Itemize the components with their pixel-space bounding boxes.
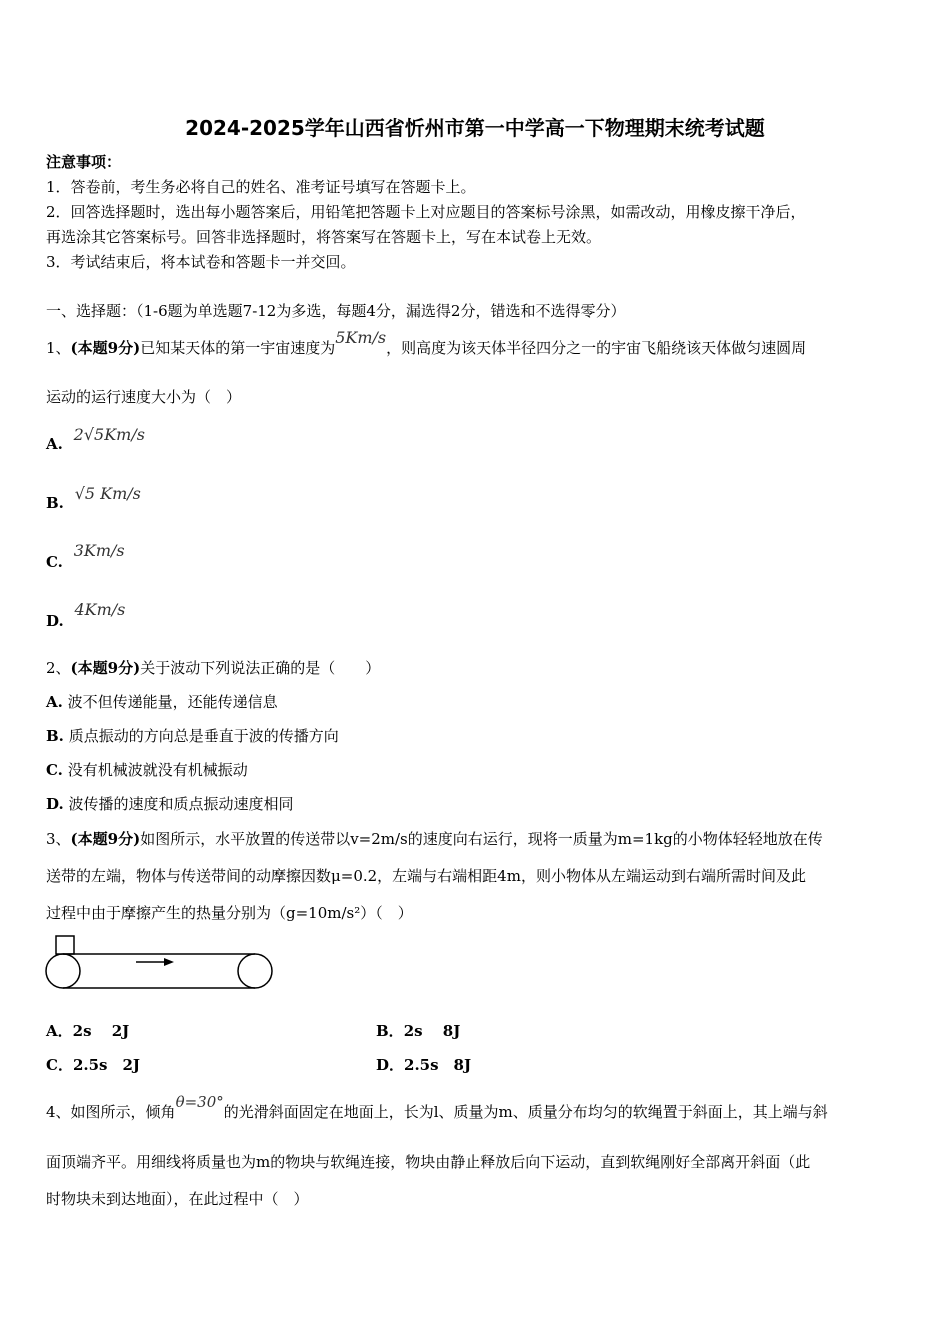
q1-option-c[interactable] [46,541,125,572]
notice-heading: 注意事项： [46,153,122,171]
conveyor-belt-figure [40,932,280,994]
q3-score: (本题9分) [70,830,141,848]
q3-option-d-label: D． [376,1056,405,1074]
q1-text-b: ，则高度为该天体半径四分之一的宇宙飞船绕该天体做匀速圆周 [386,339,807,357]
q1-option-c-formula: 3Km/s [73,541,125,560]
q3-line-2: 送带的左端，物体与传送带间的动摩擦因数μ=0.2，左端与右端相距4m，则小物体从左端运动到右端所需时间及此 [46,867,806,885]
q2-score: (本题9分) [70,659,141,677]
notice-item-2: 2．回答选择题时，选出每小题答案后，用铅笔把答题卡上对应题目的答案标号涂黑，如需改动，用橡皮擦干净后， [46,203,806,221]
q1-text-a: 已知某天体的第一宇宙速度为 [140,339,336,357]
section-heading: 一、选择题：（1-6题为单选题7-12为多选，每题4分，漏选得2分，错选和不选得零分） [46,302,626,320]
q4-line-3: 时物块未到达地面），在此过程中（ ） [46,1190,309,1208]
q3-option-b[interactable] [376,1021,460,1041]
q2-option-b-label: B. [46,727,64,745]
q2-text: 关于波动下列说法正确的是（ ） [140,659,381,677]
q4-angle-formula: θ=30° [175,1093,224,1111]
q1-option-d[interactable] [46,600,126,631]
q3-prefix: 3、 [46,830,71,848]
q1-score: (本题9分) [70,339,141,357]
q4-prefix: 4、 [46,1103,71,1121]
q3-line-1: 如图所示，水平放置的传送带以v=2m/s的速度向右运行，现将一质量为m=1kg的小物体轻轻地放在传 [140,830,823,848]
q2-option-b[interactable] [46,726,339,746]
q1-line-2: 运动的运行速度大小为（ ） [46,388,242,406]
q1-option-d-label: D. [46,612,64,630]
question-3 [46,829,823,849]
q2-prefix: 2、 [46,659,71,677]
question-2 [46,658,380,678]
q4-text-a: 如图所示，倾角 [70,1103,176,1121]
q1-option-b[interactable] [46,484,141,513]
q2-option-a-text: 波不但传递能量，还能传递信息 [67,693,278,711]
q4-text-b: 的光滑斜面固定在地面上，长为l、质量为m、质量分布均匀的软绳置于斜面上，其上端与斜 [223,1103,828,1121]
q1-prefix: 1、 [46,339,71,357]
small-block [56,936,74,954]
q3-option-a-label: A． [46,1022,73,1040]
notice-item-1: 1．答卷前，考生务必将自己的姓名、准考证号填写在答题卡上。 [46,178,476,196]
notice-item-2-cont: 再选涂其它答案标号。回答非选择题时，将答案写在答题卡上，写在本试卷上无效。 [46,228,602,246]
left-pulley [46,954,80,988]
q2-option-c-label: C. [46,761,63,779]
q2-option-d[interactable] [46,794,294,814]
q1-option-d-formula: 4Km/s [74,600,126,619]
direction-arrow-icon [164,958,174,966]
q3-option-a-text: 2s 2J [72,1022,130,1040]
question-1 [46,328,807,358]
q1-option-b-label: B. [46,494,64,512]
q1-option-a[interactable] [46,425,145,454]
q3-option-c[interactable] [46,1055,140,1075]
q1-option-b-formula: √5 Km/s [74,484,141,503]
notice-item-3: 3．考试结束后，将本试卷和答题卡一并交回。 [46,253,356,271]
q3-option-c-text: 2.5s 2J [72,1056,141,1074]
q2-option-c-text: 没有机械波就没有机械振动 [67,761,248,779]
question-4 [46,1093,828,1122]
q1-speed-formula: 5Km/s [335,328,387,347]
q1-option-c-label: C. [46,553,63,571]
q3-option-b-label: B． [376,1022,404,1040]
q3-option-c-label: C． [46,1056,73,1074]
q2-option-c[interactable] [46,760,248,780]
q2-option-d-text: 波传播的速度和质点振动速度相同 [68,795,294,813]
q3-option-d-text: 2.5s 8J [404,1056,472,1074]
q1-option-a-formula: 2√5Km/s [73,425,145,444]
q4-line-2: 面顶端齐平。用细线将质量也为m的物块与软绳连接，物块由静止释放后向下运动，直到软绳刚好全部离开斜面（此 [46,1153,811,1171]
q3-option-b-text: 2s 8J [403,1022,461,1040]
q2-option-b-text: 质点振动的方向总是垂直于波的传播方向 [68,727,339,745]
page-title: 2024-2025学年山西省忻州市第一中学高一下物理期末统考试题 [185,116,765,140]
q3-option-a[interactable] [46,1021,129,1041]
q3-line-3: 过程中由于摩擦产生的热量分别为（g=10m/s²）（ ） [46,904,413,922]
q2-option-d-label: D. [46,795,64,813]
q2-option-a[interactable] [46,692,278,712]
right-pulley [238,954,272,988]
q3-option-d[interactable] [376,1055,471,1075]
q1-option-a-label: A. [46,435,63,453]
q2-option-a-label: A. [46,693,63,711]
